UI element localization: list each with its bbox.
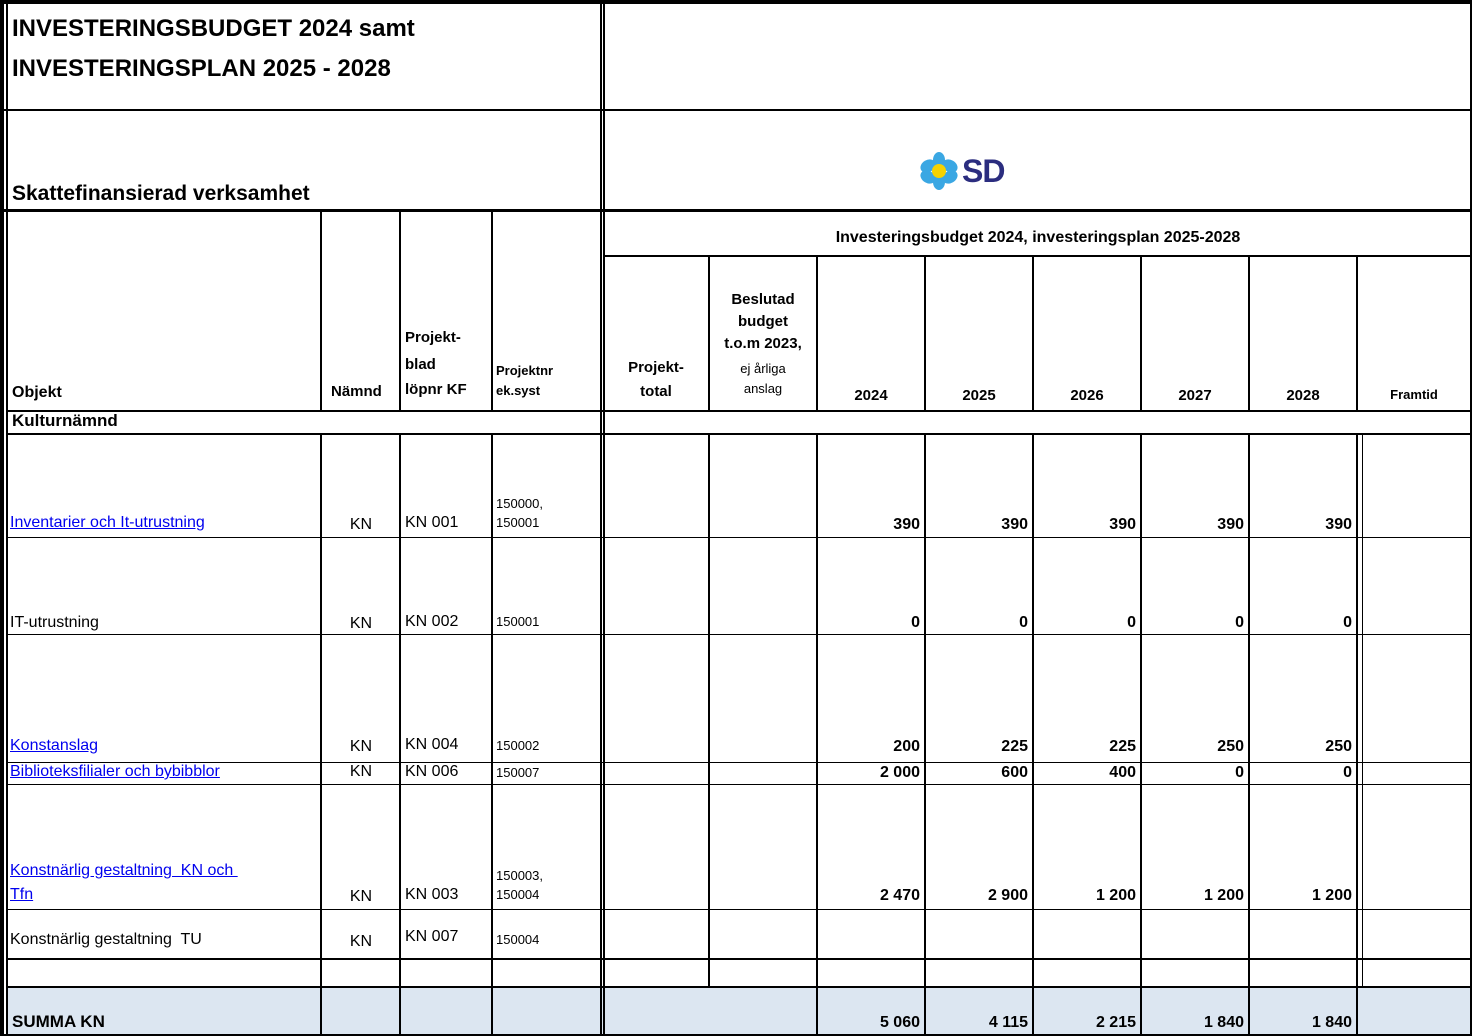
row-3-2027: 250 [1217, 738, 1244, 755]
col-projektblad-1: Projekt- [405, 329, 461, 346]
row-3-2026: 225 [1109, 738, 1136, 755]
col-2026: 2026 [1070, 387, 1104, 404]
summa-2025: 4 115 [988, 1014, 1028, 1031]
col-projektnr-1: Projektnr [496, 363, 554, 378]
summa-2024: 5 060 [879, 1014, 920, 1031]
col-2028: 2028 [1286, 387, 1320, 404]
summa-label: SUMMA KN [12, 1012, 105, 1031]
row-5-objekt-line-1[interactable]: Konstnärlig gestaltning KN och [10, 862, 238, 879]
row-5-kf: KN 003 [405, 886, 459, 903]
title-line-1: INVESTERINGSBUDGET 2024 samt [12, 15, 415, 42]
col-projektblad-2: blad [405, 356, 436, 373]
row-5-projnr-1: 150003, [496, 868, 543, 883]
col-beslutad-4: ej årliga [740, 361, 786, 376]
row-5-2025: 2 900 [987, 887, 1028, 904]
row-4-namnd: KN [349, 763, 373, 780]
row-3-kf: KN 004 [405, 736, 459, 753]
row-2-namnd: KN [349, 615, 373, 632]
row-2-projnr-1: 150001 [496, 614, 540, 629]
logo-text: SD [962, 153, 1005, 189]
row-4-2028: 0 [1343, 764, 1352, 781]
row-6-kf: KN 007 [405, 928, 459, 945]
col-projekttotal-2: total [640, 383, 672, 400]
row-4-2027: 0 [1235, 764, 1244, 781]
row-3-2028: 250 [1325, 738, 1352, 755]
col-framtid: Framtid [1390, 387, 1438, 402]
col-2025: 2025 [962, 387, 996, 404]
row-2-2024: 0 [911, 614, 920, 631]
row-1-2027: 390 [1217, 516, 1244, 533]
row-3-projnr-1: 150002 [496, 738, 540, 753]
summa-2028: 1 840 [1311, 1014, 1352, 1031]
row-4-projnr-1: 150007 [496, 765, 540, 780]
row-2-objekt: IT-utrustning [10, 614, 99, 631]
row-4-2026: 400 [1109, 764, 1136, 781]
col-projekttotal-1: Projekt- [628, 359, 684, 376]
row-6-projnr-1: 150004 [496, 932, 540, 947]
row-1-namnd: KN [349, 516, 373, 533]
row-1-2025: 390 [1001, 516, 1028, 533]
row-2-2027: 0 [1235, 614, 1244, 631]
row-4-kf: KN 006 [405, 763, 459, 780]
row-2-2025: 0 [1019, 614, 1028, 631]
row-4-2025: 600 [1001, 764, 1028, 781]
row-1-2024: 390 [893, 516, 920, 533]
summa-2026: 2 215 [1095, 1014, 1136, 1031]
col-beslutad-2: budget [738, 313, 788, 330]
col-2024: 2024 [854, 387, 888, 404]
col-projektnr-2: ek.syst [496, 383, 541, 398]
row-5-2024: 2 470 [879, 887, 920, 904]
row-4-objekt[interactable]: Biblioteksfilialer och bybibblor [10, 763, 220, 780]
row-3-2024: 200 [893, 738, 920, 755]
row-4-2024: 2 000 [879, 764, 920, 781]
row-5-namnd: KN [349, 888, 373, 905]
row-1-objekt[interactable]: Inventarier och It-utrustning [10, 514, 205, 531]
row-1-kf: KN 001 [405, 514, 459, 531]
title-line-2: INVESTERINGSPLAN 2025 - 2028 [12, 55, 391, 82]
row-2-kf: KN 002 [405, 613, 459, 630]
col-beslutad-5: anslag [743, 381, 783, 396]
row-1-projnr-2: 150001 [496, 515, 540, 530]
col-namnd: Nämnd [331, 383, 382, 400]
col-beslutad-1: Beslutad [731, 291, 795, 308]
flower-icon [918, 151, 960, 191]
row-5-2026: 1 200 [1095, 887, 1136, 904]
section-kulturnamnd: Kulturnämnd [12, 411, 118, 430]
sd-logo [918, 151, 1028, 191]
group-header: Investeringsbudget 2024, investeringsplan 2025-2028 [835, 229, 1241, 246]
row-5-objekt-line-2[interactable]: Tfn [10, 886, 34, 903]
row-3-namnd: KN [349, 738, 373, 755]
row-1-projnr-1: 150000, [496, 496, 543, 511]
summa-2027: 1 840 [1203, 1014, 1244, 1031]
row-1-2028: 390 [1325, 516, 1352, 533]
col-objekt: Objekt [12, 384, 62, 401]
col-beslutad-3: t.o.m 2023, [724, 335, 802, 352]
row-3-objekt[interactable]: Konstanslag [10, 737, 99, 754]
row-5-2027: 1 200 [1203, 887, 1244, 904]
row-1-2026: 390 [1109, 516, 1136, 533]
row-6-namnd: KN [349, 933, 373, 950]
col-2027: 2027 [1178, 387, 1212, 404]
row-2-2026: 0 [1127, 614, 1136, 631]
row-2-2028: 0 [1343, 614, 1352, 631]
row-5-2028: 1 200 [1311, 887, 1352, 904]
row-6-objekt: Konstnärlig gestaltning TU [10, 931, 202, 948]
row-3-2025: 225 [1001, 738, 1028, 755]
subtitle: Skattefinansierad verksamhet [12, 182, 310, 205]
row-5-projnr-2: 150004 [496, 887, 540, 902]
col-projektblad-3: löpnr KF [405, 381, 467, 398]
